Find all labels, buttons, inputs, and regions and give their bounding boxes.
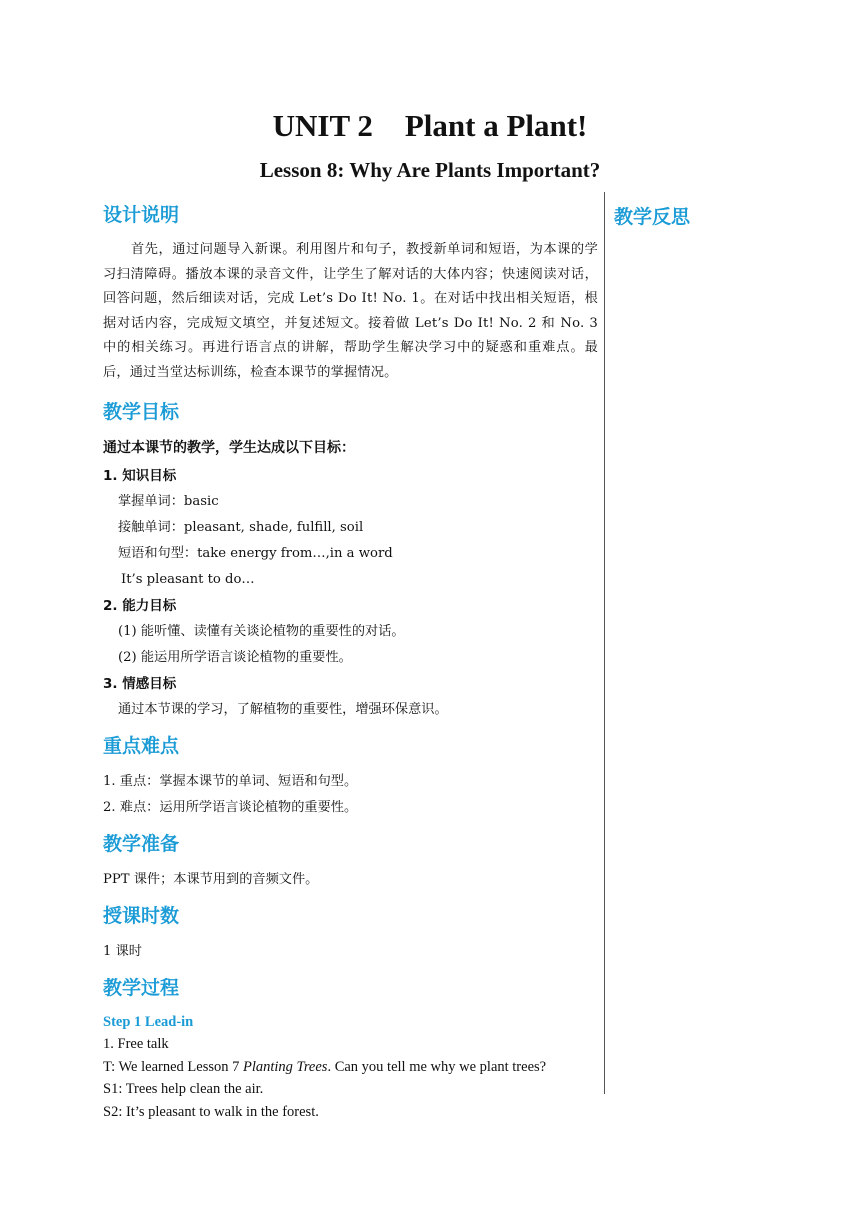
teacher-line bbox=[103, 1056, 598, 1079]
column-divider bbox=[604, 192, 605, 1094]
design-paragraph: 首先，通过问题导入新课。利用图片和句子，教授新单词和短语，为本课的学习扫清障碍。播放本课的录音文件，让学生了解对话的大体内容；快速阅读对话，回答问题，然后细读对话，完成 Let’s Do It! No. 1。在对话中找出相关短语，根据对话内容，完成短文填空，并复述短文。接着做 Let’s Do It! No. 2 和 No. 3 中的相关练习。再进行语言点的讲解，帮助学生解决学习中的疑惑和重难点。最后，通过当堂达标训练，检查本课节的掌握情况。 bbox=[103, 242, 598, 380]
ability-item-2: (2) 能运用所学语言谈论植物的重要性。 bbox=[118, 650, 352, 665]
free-talk-item: 1. Free talk bbox=[103, 1036, 169, 1052]
ability-objective-title: 2. 能力目标 bbox=[103, 598, 177, 614]
phrases-patterns: 短语和句型：take energy from…,in a word bbox=[118, 546, 393, 561]
difficult-point: 2. 难点：运用所学语言谈论植物的重要性。 bbox=[103, 800, 358, 815]
key-point: 1. 重点：掌握本课节的单词、短语和句型。 bbox=[103, 774, 358, 789]
unit-number: UNIT 2 bbox=[272, 108, 373, 143]
preparation-text: PPT 课件；本课节用到的音频文件。 bbox=[103, 872, 319, 887]
emotion-text: 通过本节课的学习，了解植物的重要性，增强环保意识。 bbox=[118, 702, 448, 717]
student-1-line: S1: Trees help clean the air. bbox=[103, 1081, 264, 1097]
contact-words: 接触单词：pleasant, shade, fulfill, soil bbox=[118, 520, 364, 535]
sentence-pattern: It’s pleasant to do… bbox=[121, 572, 255, 587]
unit-title bbox=[0, 108, 860, 144]
objectives-heading: 教学目标 bbox=[103, 401, 180, 423]
step-1-title: Step 1 Lead-in bbox=[103, 1014, 194, 1030]
teacher-line-end: . Can you tell me why we plant trees? bbox=[327, 1058, 547, 1075]
hours-heading: 授课时数 bbox=[103, 905, 180, 927]
key-points-heading: 重点难点 bbox=[103, 735, 180, 757]
teacher-line-start: T: We learned Lesson 7 bbox=[103, 1058, 243, 1075]
lesson-7-title: Planting Trees bbox=[242, 1058, 328, 1075]
reflection-heading: 教学反思 bbox=[614, 206, 691, 228]
ability-item-1: (1) 能听懂、读懂有关谈论植物的重要性的对话。 bbox=[118, 624, 405, 639]
hours-text: 1 课时 bbox=[103, 944, 142, 959]
master-words: 掌握单词：basic bbox=[118, 494, 219, 509]
student-2-line: S2: It’s pleasant to walk in the forest. bbox=[103, 1103, 319, 1120]
preparation-heading: 教学准备 bbox=[103, 833, 180, 855]
emotion-objective-title: 3. 情感目标 bbox=[103, 676, 177, 692]
design-heading: 设计说明 bbox=[103, 204, 180, 226]
lesson-title: Lesson 8: Why Are Plants Important? bbox=[259, 158, 601, 182]
process-heading: 教学过程 bbox=[103, 977, 180, 999]
knowledge-objective-title: 1. 知识目标 bbox=[103, 468, 177, 484]
unit-name: Plant a Plant! bbox=[404, 108, 588, 143]
objectives-intro: 通过本课节的教学，学生达成以下目标： bbox=[103, 440, 355, 456]
main-column bbox=[103, 202, 598, 1123]
